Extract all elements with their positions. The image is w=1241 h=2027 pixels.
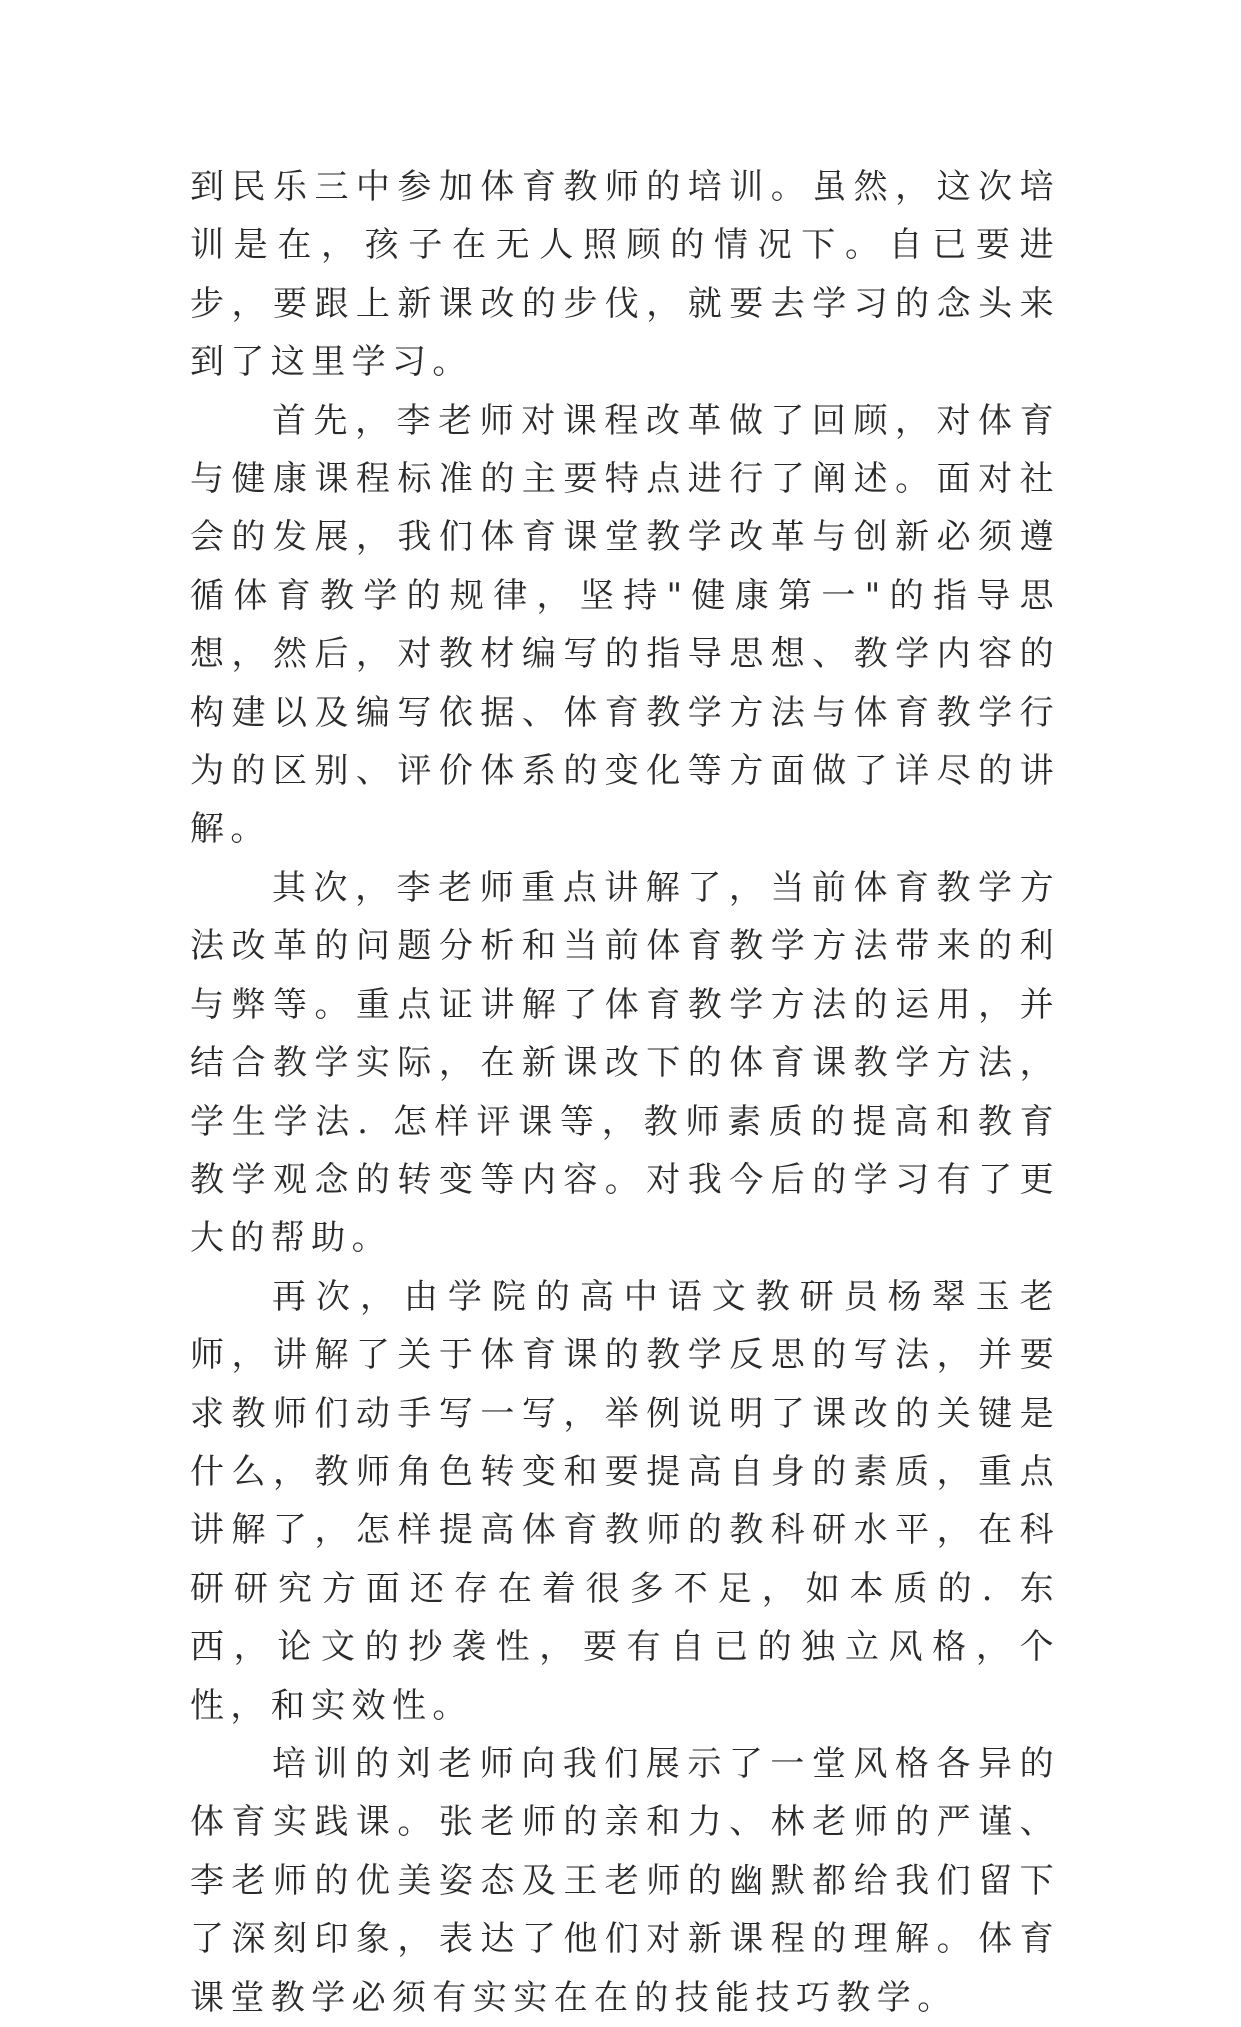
paragraph-2: 首先，李老师对课程改革做了回顾，对体育与健康课程标准的主要特点进行了阐述。面对社会的发展，我们体育课堂教学改革与创新必须遵循体育教学的规律，坚持"健康第一"的指导思想，然后，对教材编写的指导思想、教学内容的构建以及编写依据、体育教学方法与体育教学行为的区别、评价体系的变化等方面做了详尽的讲解。	[190, 400, 1060, 850]
body-text	[190, 158, 1060, 2027]
paragraph-5: 培训的刘老师向我们展示了一堂风格各异的体育实践课。张老师的亲和力、林老师的严谨、李老师的优美姿态及王老师的幽默都给我们留下了深刻印象，表达了他们对新课程的理解。体育课堂教学必须有实实在在的技能技巧教学。	[190, 1743, 1060, 2018]
paragraph-4: 再次，由学院的高中语文教研员杨翠玉老师，讲解了关于体育课的教学反思的写法，并要求教师们动手写一写，举例说明了课改的关键是什么，教师角色转变和要提高自身的素质，重点讲解了，怎样提高体育教师的教科研水平，在科研研究方面还存在着很多不足，如本质的. 东西，论文的抄袭性，要有自已的独立风格，个性，和实效性。	[190, 1276, 1060, 1726]
paragraph-1: 到民乐三中参加体育教师的培训。虽然，这次培训是在，孩子在无人照顾的情况下。自已要进步，要跟上新课改的步伐，就要去学习的念头来到了这里学习。	[190, 167, 1060, 383]
paragraph-3: 其次，李老师重点讲解了，当前体育教学方法改革的问题分析和当前体育教学方法带来的利与弊等。重点证讲解了体育教学方法的运用，并结合教学实际，在新课改下的体育课教学方法，学生学法. 怎样评课等，教师素质的提高和教育教学观念的转变等内容。对我今后的学习有了更大的帮助。	[190, 867, 1060, 1259]
